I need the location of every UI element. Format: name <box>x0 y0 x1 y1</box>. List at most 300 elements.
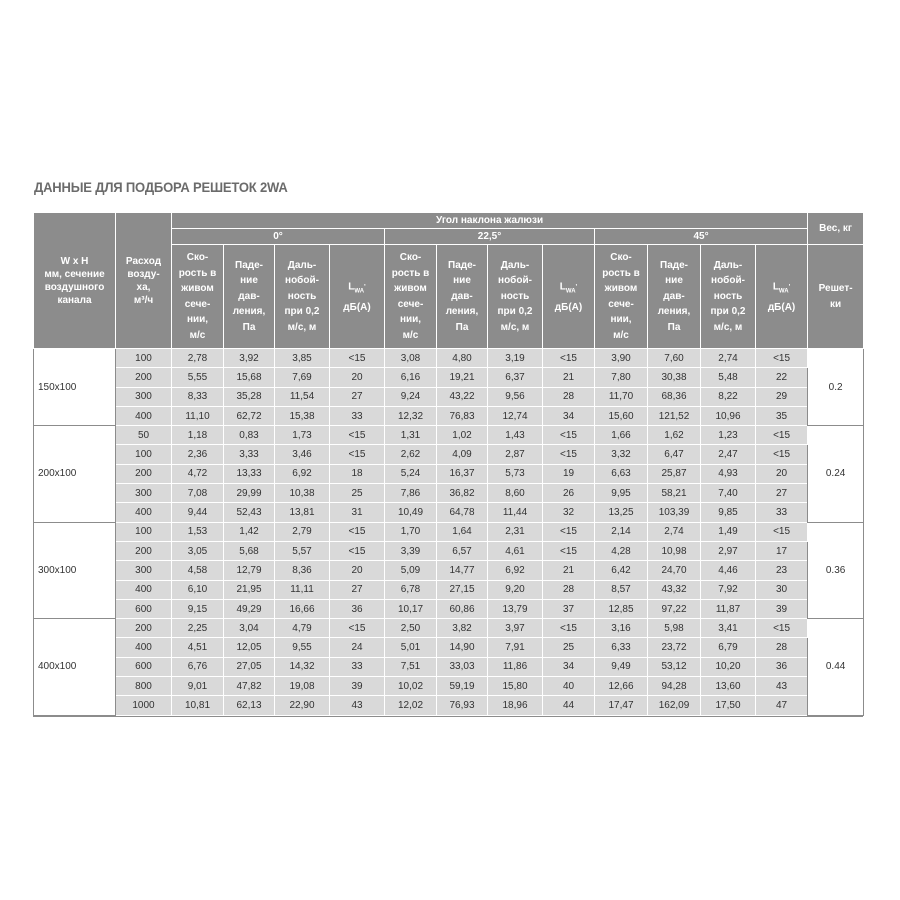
header-speed-line: живом <box>394 283 427 294</box>
airflow-cell: 400 <box>116 580 172 599</box>
grille-selection-table <box>33 212 864 716</box>
header-lwa-symbol <box>756 277 807 300</box>
data-cell: 2,74 <box>648 522 701 541</box>
data-cell: 24 <box>330 638 385 657</box>
table-row <box>34 484 864 503</box>
airflow-cell: 200 <box>116 368 172 387</box>
data-cell: 3,05 <box>172 541 224 560</box>
data-cell: 2,31 <box>488 522 543 541</box>
header-throw-range-line: м/с, м <box>287 321 317 333</box>
table-bottom-rule <box>33 716 863 717</box>
data-cell: 3,46 <box>275 445 330 464</box>
data-cell: 6,10 <box>172 580 224 599</box>
data-cell: 22 <box>756 368 808 387</box>
table-row <box>34 677 864 696</box>
data-cell: 1,49 <box>701 522 756 541</box>
header-lwa-unit: дБ(А) <box>343 302 371 314</box>
data-cell: <15 <box>543 619 595 638</box>
data-cell: 4,79 <box>275 619 330 638</box>
data-cell: 16,37 <box>437 464 488 483</box>
data-cell: 10,17 <box>385 599 437 618</box>
data-cell: 6,47 <box>648 445 701 464</box>
data-cell: 7,69 <box>275 368 330 387</box>
data-cell: 62,72 <box>224 406 275 425</box>
data-cell: 11,54 <box>275 387 330 406</box>
data-cell: 1,70 <box>385 522 437 541</box>
data-cell: 32 <box>543 503 595 522</box>
header-throw-range <box>488 245 543 349</box>
data-cell: 17 <box>756 541 808 560</box>
lwa-subscript: WA <box>565 288 576 295</box>
header-pressure-drop-line: дав- <box>238 290 260 302</box>
header-pressure-drop-line: ние <box>665 275 683 287</box>
data-cell: 103,39 <box>648 503 701 522</box>
data-cell: <15 <box>330 445 385 464</box>
data-cell: 1,42 <box>224 522 275 541</box>
data-cell: 9,24 <box>385 387 437 406</box>
data-cell: 4,61 <box>488 541 543 560</box>
header-speed-line: сече- <box>608 298 634 310</box>
header-wxh-line: канала <box>57 294 92 306</box>
data-cell: 47,82 <box>224 677 275 696</box>
lwa-comma: , <box>575 281 578 288</box>
data-cell: 9,15 <box>172 599 224 618</box>
data-cell: 2,87 <box>488 445 543 464</box>
data-cell: 11,86 <box>488 657 543 676</box>
header-throw-range <box>275 245 330 349</box>
header-flow-line: возду- <box>127 268 160 280</box>
data-cell: <15 <box>543 426 595 445</box>
header-weight: Вес, кг <box>808 213 864 245</box>
data-cell: 53,12 <box>648 657 701 676</box>
data-cell: 8,60 <box>488 484 543 503</box>
data-cell: 9,85 <box>701 503 756 522</box>
data-cell: 30,38 <box>648 368 701 387</box>
data-cell: 4,28 <box>595 541 648 560</box>
header-throw-range-line: при 0,2 <box>284 306 320 318</box>
data-cell: 26 <box>543 484 595 503</box>
data-cell: 18 <box>330 464 385 483</box>
data-cell: 7,91 <box>488 638 543 657</box>
data-cell: 13,25 <box>595 503 648 522</box>
data-cell: 3,16 <box>595 619 648 638</box>
data-cell: 33 <box>756 503 808 522</box>
data-cell: 3,39 <box>385 541 437 560</box>
grille-size: 150x100 <box>34 349 116 426</box>
header-throw-range <box>701 245 756 349</box>
data-cell: 5,68 <box>224 541 275 560</box>
airflow-cell: 100 <box>116 522 172 541</box>
data-cell: 6,16 <box>385 368 437 387</box>
data-cell: 15,60 <box>595 406 648 425</box>
table-row <box>34 445 864 464</box>
data-cell: <15 <box>330 541 385 560</box>
data-cell: 6,42 <box>595 561 648 580</box>
data-cell: 6,57 <box>437 541 488 560</box>
data-cell: 23 <box>756 561 808 580</box>
data-cell: 3,08 <box>385 349 437 368</box>
header-speed-line: рость в <box>602 267 640 279</box>
data-cell: 2,62 <box>385 445 437 464</box>
data-cell: <15 <box>756 349 808 368</box>
data-cell: 2,47 <box>701 445 756 464</box>
data-cell: 2,25 <box>172 619 224 638</box>
table-row <box>34 387 864 406</box>
data-cell: 7,80 <box>595 368 648 387</box>
data-cell: 60,86 <box>437 599 488 618</box>
data-cell: 34 <box>543 406 595 425</box>
data-cell: 2,78 <box>172 349 224 368</box>
header-lwa <box>756 245 808 349</box>
data-cell: 6,78 <box>385 580 437 599</box>
table-row <box>34 349 864 368</box>
header-angle-1: 22,5° <box>385 229 595 245</box>
data-cell: 25 <box>543 638 595 657</box>
header-weight-grilles-line: Решет- <box>818 283 853 294</box>
data-cell: 6,79 <box>701 638 756 657</box>
header-throw-range-line: Даль- <box>713 259 743 271</box>
data-cell: 1,64 <box>437 522 488 541</box>
data-cell: 11,11 <box>275 580 330 599</box>
data-cell: 7,40 <box>701 484 756 503</box>
data-cell: 40 <box>543 677 595 696</box>
data-cell: <15 <box>543 541 595 560</box>
data-cell: 10,96 <box>701 406 756 425</box>
data-cell: 27,15 <box>437 580 488 599</box>
data-cell: <15 <box>756 445 808 464</box>
data-cell: <15 <box>330 349 385 368</box>
header-speed-line: Ско- <box>399 252 422 263</box>
data-cell: 33,03 <box>437 657 488 676</box>
data-cell: 4,51 <box>172 638 224 657</box>
data-cell: 13,33 <box>224 464 275 483</box>
header-wxh-line: воздушного <box>44 281 105 293</box>
table-row <box>34 406 864 425</box>
data-cell: 31 <box>330 503 385 522</box>
data-cell: 76,83 <box>437 406 488 425</box>
data-cell: 5,09 <box>385 561 437 580</box>
header-pressure-drop-line: Па <box>667 321 681 333</box>
data-cell: 39 <box>756 599 808 618</box>
data-cell: 3,82 <box>437 619 488 638</box>
table-row <box>34 657 864 676</box>
header-speed <box>385 245 437 349</box>
header-throw-range-line: при 0,2 <box>710 306 746 318</box>
data-cell: 7,51 <box>385 657 437 676</box>
data-cell: 10,38 <box>275 484 330 503</box>
data-cell: 15,38 <box>275 406 330 425</box>
lwa-subscript: WA <box>354 288 365 295</box>
header-pressure-drop <box>224 245 275 349</box>
data-cell: 5,73 <box>488 464 543 483</box>
header-wxh-line: мм, сечение <box>44 268 105 280</box>
data-cell: <15 <box>543 522 595 541</box>
airflow-cell: 300 <box>116 561 172 580</box>
data-cell: 19,21 <box>437 368 488 387</box>
grille-size: 200x100 <box>34 426 116 522</box>
header-lwa <box>543 245 595 349</box>
data-cell: 7,86 <box>385 484 437 503</box>
data-cell: 33 <box>330 657 385 676</box>
data-cell: 1,18 <box>172 426 224 445</box>
header-pressure-drop-line: Паде- <box>235 259 263 271</box>
data-cell: <15 <box>756 522 808 541</box>
header-lwa-symbol <box>330 277 384 300</box>
header-throw-range-line: ность <box>713 290 743 302</box>
header-throw-range-line: м/с, м <box>500 321 530 333</box>
data-cell: 3,32 <box>595 445 648 464</box>
header-speed-line: Ско- <box>186 252 209 263</box>
data-cell: 6,63 <box>595 464 648 483</box>
data-cell: 1,73 <box>275 426 330 445</box>
data-cell: 59,19 <box>437 677 488 696</box>
data-cell: 39 <box>330 677 385 696</box>
data-cell: 14,77 <box>437 561 488 580</box>
data-cell: <15 <box>330 619 385 638</box>
lwa-letter: L <box>348 281 355 293</box>
data-cell: 21 <box>543 368 595 387</box>
data-cell: 22,90 <box>275 696 330 715</box>
lwa-comma: , <box>364 281 366 288</box>
airflow-cell: 1000 <box>116 696 172 715</box>
data-cell: 4,09 <box>437 445 488 464</box>
header-angle-2: 45° <box>595 229 808 245</box>
data-cell: 9,01 <box>172 677 224 696</box>
header-speed-line: нии, <box>186 314 209 325</box>
data-cell: 68,36 <box>648 387 701 406</box>
header-pressure-drop-line: дав- <box>663 290 685 302</box>
data-cell: 23,72 <box>648 638 701 657</box>
header-speed <box>595 245 648 349</box>
data-cell: 28 <box>543 387 595 406</box>
header-throw-range-line: нобой- <box>285 275 319 287</box>
data-cell: 12,05 <box>224 638 275 657</box>
header-speed-line: Ско- <box>610 252 632 263</box>
header-flow-line: Расход <box>125 255 162 267</box>
data-cell: 25,87 <box>648 464 701 483</box>
data-cell: 2,79 <box>275 522 330 541</box>
airflow-cell: 100 <box>116 349 172 368</box>
data-cell: <15 <box>756 426 808 445</box>
data-cell: 6,92 <box>275 464 330 483</box>
data-cell: 2,74 <box>701 349 756 368</box>
data-cell: 11,10 <box>172 406 224 425</box>
header-wxh-line: W x H <box>60 255 89 267</box>
data-cell: 8,36 <box>275 561 330 580</box>
data-cell: 9,95 <box>595 484 648 503</box>
header-angle-group: Угол наклона жалюзи <box>172 213 808 229</box>
data-cell: 13,79 <box>488 599 543 618</box>
header-lwa-unit: дБ(А) <box>554 302 583 314</box>
data-cell: 27 <box>330 387 385 406</box>
data-cell: 76,93 <box>437 696 488 715</box>
header-throw-range-line: Даль- <box>287 259 317 271</box>
data-cell: 94,28 <box>648 677 701 696</box>
data-cell: 21,95 <box>224 580 275 599</box>
airflow-cell: 300 <box>116 387 172 406</box>
data-cell: 1,53 <box>172 522 224 541</box>
header-lwa <box>330 245 385 349</box>
airflow-cell: 800 <box>116 677 172 696</box>
data-cell: <15 <box>756 619 808 638</box>
data-cell: <15 <box>543 445 595 464</box>
header-pressure-drop-line: ления, <box>657 306 691 318</box>
data-cell: 10,02 <box>385 677 437 696</box>
data-cell: 6,33 <box>595 638 648 657</box>
airflow-cell: 300 <box>116 484 172 503</box>
data-cell: 1,43 <box>488 426 543 445</box>
table-row <box>34 599 864 618</box>
data-cell: 12,02 <box>385 696 437 715</box>
header-pressure-drop-line: ние <box>240 275 258 287</box>
data-cell: 14,32 <box>275 657 330 676</box>
header-speed-line: живом <box>604 283 638 294</box>
data-cell: 62,13 <box>224 696 275 715</box>
data-cell: 3,90 <box>595 349 648 368</box>
data-cell: 20 <box>330 561 385 580</box>
data-cell: 14,90 <box>437 638 488 657</box>
header-pressure-drop <box>648 245 701 349</box>
data-cell: 121,52 <box>648 406 701 425</box>
header-throw-range-line: ность <box>500 290 530 302</box>
data-cell: 44 <box>543 696 595 715</box>
data-cell: 6,92 <box>488 561 543 580</box>
header-pressure-drop-line: Паде- <box>448 259 476 271</box>
data-cell: 18,96 <box>488 696 543 715</box>
data-cell: 19 <box>543 464 595 483</box>
table-row <box>34 426 864 445</box>
data-cell: 2,36 <box>172 445 224 464</box>
data-cell: <15 <box>330 426 385 445</box>
data-cell: 24,70 <box>648 561 701 580</box>
data-cell: 36 <box>330 599 385 618</box>
data-cell: 17,47 <box>595 696 648 715</box>
data-cell: 8,22 <box>701 387 756 406</box>
data-cell: 4,80 <box>437 349 488 368</box>
table-row <box>34 580 864 599</box>
data-cell: 162,09 <box>648 696 701 715</box>
airflow-cell: 100 <box>116 445 172 464</box>
data-cell: 9,56 <box>488 387 543 406</box>
data-cell: 5,01 <box>385 638 437 657</box>
data-cell: 29,99 <box>224 484 275 503</box>
header-pressure-drop-line: ние <box>453 275 471 287</box>
data-cell: 9,44 <box>172 503 224 522</box>
header-lwa-unit: дБ(А) <box>767 302 796 314</box>
data-cell: 2,50 <box>385 619 437 638</box>
data-cell: 5,98 <box>648 619 701 638</box>
data-cell: 15,68 <box>224 368 275 387</box>
data-cell: 47 <box>756 696 808 715</box>
page-title: ДАННЫЕ ДЛЯ ПОДБОРА РЕШЕТОК 2WA <box>34 179 288 195</box>
data-cell: 11,70 <box>595 387 648 406</box>
grille-weight: 0.24 <box>808 426 864 522</box>
data-cell: 49,29 <box>224 599 275 618</box>
header-speed-line: сече- <box>397 298 424 310</box>
data-cell: 3,85 <box>275 349 330 368</box>
header-speed <box>172 245 224 349</box>
data-cell: 20 <box>756 464 808 483</box>
header-throw-range-line: нобой- <box>498 275 532 287</box>
data-cell: 33 <box>330 406 385 425</box>
header-pressure-drop-line: Паде- <box>660 259 688 271</box>
data-cell: 11,44 <box>488 503 543 522</box>
airflow-cell: 200 <box>116 464 172 483</box>
data-cell: 29 <box>756 387 808 406</box>
data-cell: 3,92 <box>224 349 275 368</box>
header-pressure-drop-line: ления, <box>445 306 479 318</box>
data-cell: 36 <box>756 657 808 676</box>
airflow-cell: 400 <box>116 503 172 522</box>
data-cell: 12,85 <box>595 599 648 618</box>
data-cell: 20 <box>330 368 385 387</box>
data-cell: 3,97 <box>488 619 543 638</box>
airflow-cell: 200 <box>116 541 172 560</box>
lwa-letter: L <box>559 281 566 293</box>
header-speed-line: м/с <box>402 329 419 341</box>
data-cell: 2,97 <box>701 541 756 560</box>
data-cell: 43,22 <box>437 387 488 406</box>
data-cell: 1,02 <box>437 426 488 445</box>
header-throw-range-line: при 0,2 <box>497 306 533 318</box>
header-speed-line: м/с <box>189 329 206 341</box>
table-row <box>34 464 864 483</box>
data-cell: 12,79 <box>224 561 275 580</box>
header-lwa-symbol <box>543 277 594 300</box>
airflow-cell: 600 <box>116 657 172 676</box>
data-cell: 0,83 <box>224 426 275 445</box>
header-speed-line: рость в <box>391 267 430 279</box>
data-cell: 5,57 <box>275 541 330 560</box>
table-row <box>34 522 864 541</box>
table-row <box>34 561 864 580</box>
data-cell: 37 <box>543 599 595 618</box>
table-row <box>34 541 864 560</box>
header-flow-line: ха, <box>136 281 151 293</box>
data-cell: 8,57 <box>595 580 648 599</box>
header-pressure-drop-line: Па <box>242 321 256 333</box>
table-row <box>34 503 864 522</box>
data-cell: 12,74 <box>488 406 543 425</box>
data-cell: 5,55 <box>172 368 224 387</box>
grille-size: 400x100 <box>34 619 116 715</box>
data-cell: 25 <box>330 484 385 503</box>
airflow-cell: 600 <box>116 599 172 618</box>
data-cell: <15 <box>543 349 595 368</box>
data-cell: 58,21 <box>648 484 701 503</box>
header-weight-grilles-line: ки <box>830 298 842 310</box>
data-cell: 7,92 <box>701 580 756 599</box>
data-cell: 30 <box>756 580 808 599</box>
data-cell: 4,93 <box>701 464 756 483</box>
header-throw-range-line: ность <box>287 290 317 302</box>
data-cell: 21 <box>543 561 595 580</box>
data-cell: 6,76 <box>172 657 224 676</box>
data-cell: 1,62 <box>648 426 701 445</box>
data-cell: <15 <box>330 522 385 541</box>
header-throw-range-line: нобой- <box>711 275 745 287</box>
data-cell: 3,19 <box>488 349 543 368</box>
header-angle-0: 0° <box>172 229 385 245</box>
data-cell: 13,81 <box>275 503 330 522</box>
data-cell: 43 <box>756 677 808 696</box>
data-cell: 9,49 <box>595 657 648 676</box>
data-cell: 28 <box>543 580 595 599</box>
header-pressure-drop-line: Па <box>455 321 469 333</box>
lwa-subscript: WA <box>778 288 789 295</box>
data-cell: 3,41 <box>701 619 756 638</box>
header-flow-line: м³/ч <box>133 294 154 306</box>
